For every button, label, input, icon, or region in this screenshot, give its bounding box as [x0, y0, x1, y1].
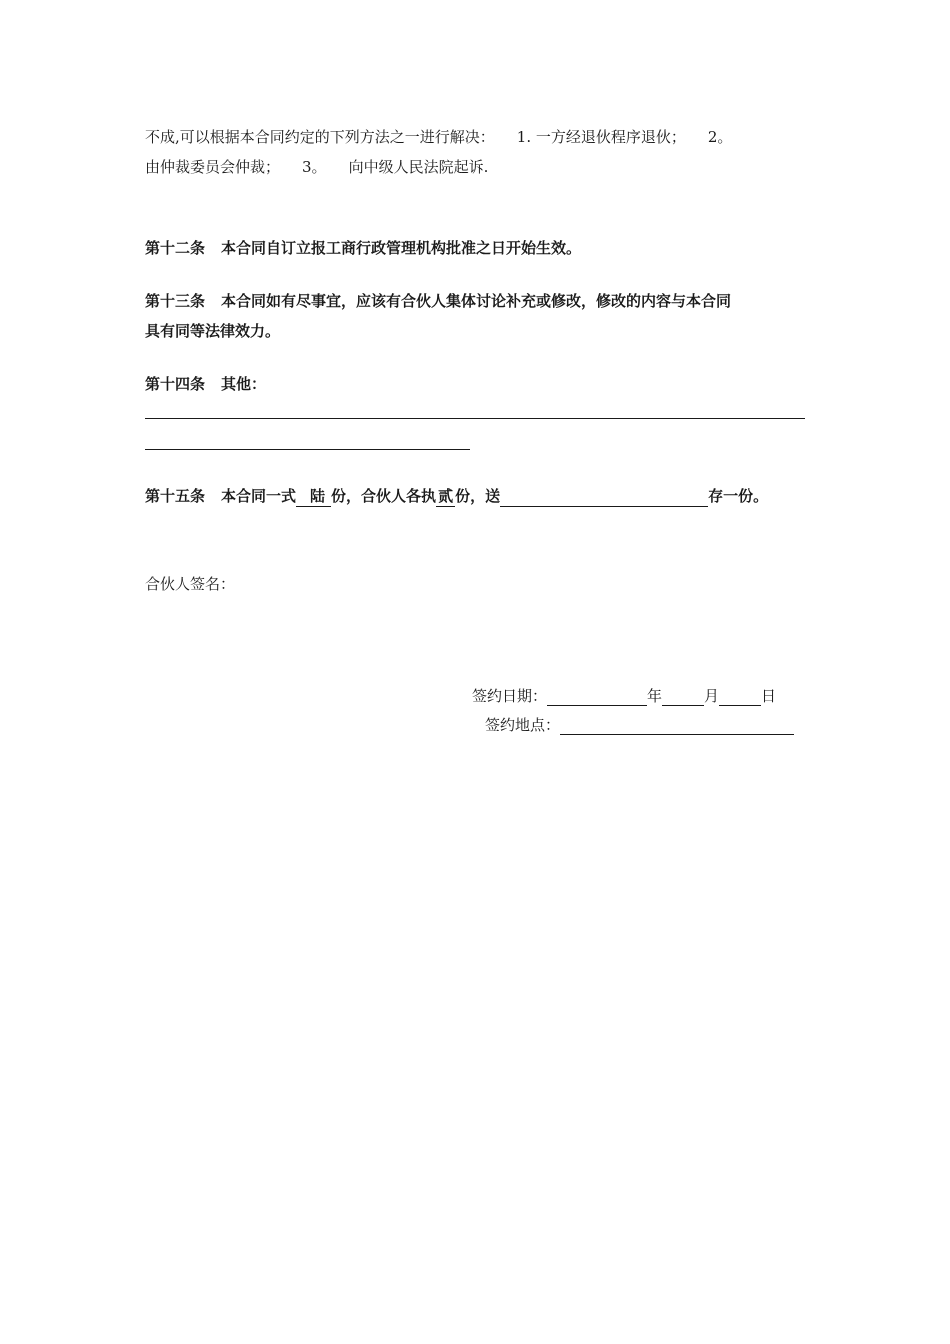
sign-date-month-blank: [662, 689, 704, 706]
dispute-option-3-number: 3。: [302, 158, 327, 176]
article-15-label: 第十五条: [145, 487, 206, 505]
article-13-text-2: 具有同等法律效力。: [145, 322, 281, 340]
article-14-text: 其他：: [221, 375, 267, 393]
dispute-option-2-number: 2。: [707, 128, 733, 146]
article-15: [145, 486, 768, 507]
dispute-option-1: 1. 一方经退伙程序退伙；: [516, 128, 686, 146]
article-13-text-1: 本合同如有尽事宜，应该有合伙人集体讨论补充或修改，修改的内容与本合同: [221, 292, 732, 310]
article-12-label: 第十二条: [145, 239, 206, 257]
sign-date: [472, 686, 776, 706]
dispute-lead: 不成,可以根据本合同约定的下列方法之一进行解决：: [145, 128, 495, 146]
recipient-blank: [500, 490, 708, 507]
article-14-blank-line-2: [145, 449, 470, 450]
sign-place-label: 签约地点：: [485, 716, 561, 734]
article-14-label: 第十四条: [145, 375, 206, 393]
sign-date-day-blank: [719, 689, 761, 706]
dispute-option-2-text: 由仲裁委员会仲裁；: [145, 158, 281, 176]
copies-count: 陆: [296, 487, 331, 507]
sign-date-label: 签约日期：: [472, 687, 548, 705]
article-12: [145, 238, 581, 258]
sign-date-year-blank: [547, 689, 647, 706]
partner-signature-label: 合伙人签名：: [145, 575, 236, 593]
sign-place-blank: [560, 718, 794, 735]
sign-place: [485, 715, 794, 735]
sign-date-day: 日: [761, 687, 777, 705]
partner-signature: [145, 574, 235, 594]
dispute-option-3-text: 向中级人民法院起诉.: [348, 158, 489, 176]
article-13-line-1: [145, 291, 731, 311]
article-15-mid: 份，合伙人各执: [331, 487, 437, 505]
sign-date-month: 月: [704, 687, 720, 705]
article-12-text: 本合同自订立报工商行政管理机构批准之日开始生效。: [221, 239, 582, 257]
article-15-end: 存一份。: [708, 487, 769, 505]
copies-each: 贰: [438, 487, 454, 505]
article-13-label: 第十三条: [145, 292, 206, 310]
dispute-line-1: [145, 127, 732, 147]
article-14: [145, 374, 266, 394]
article-13-line-2: [145, 321, 280, 341]
sign-date-year: 年: [647, 687, 663, 705]
dispute-line-2: [145, 157, 488, 177]
article-15-post: 份，送: [455, 487, 501, 505]
article-15-pre: 本合同一式: [221, 487, 297, 505]
article-14-blank-line-1: [145, 418, 805, 419]
